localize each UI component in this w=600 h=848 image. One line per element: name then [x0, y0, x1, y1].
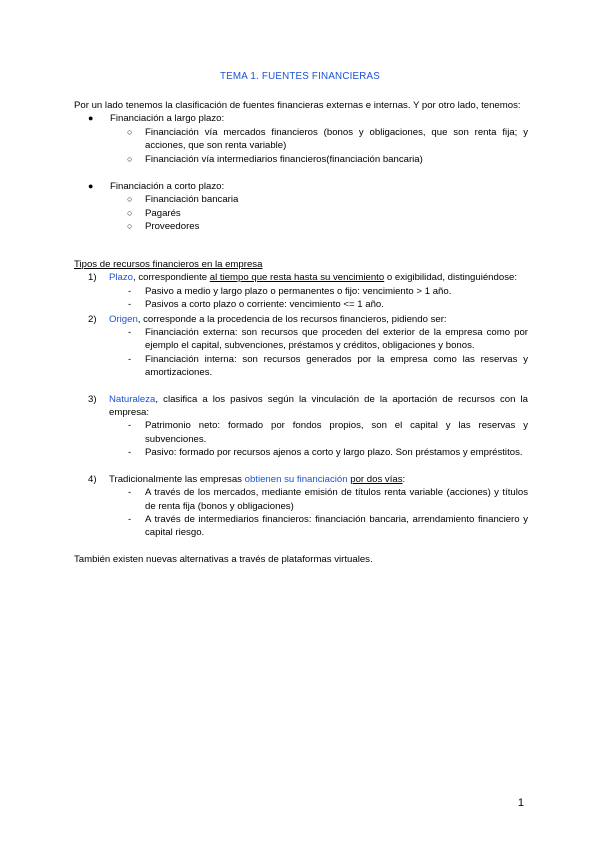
dash-bullet-icon: - [128, 447, 132, 459]
circle-bullet-icon: ○ [127, 207, 133, 218]
sub-item-text: A través de los mercados, mediante emisión de títulos renta variable (acciones) y títulos de renta fija (bonos y obligaciones) [145, 487, 528, 512]
bank-text: Financiación bancaria [145, 194, 239, 206]
sub-item-text: Pasivo a medio y largo plazo o permanentes o fijo: vencimiento > 1 año. [145, 285, 452, 297]
keyword-naturaleza: Naturaleza [109, 393, 156, 405]
list-item-suppliers [74, 220, 528, 233]
classification-section [74, 99, 528, 234]
sub-item [74, 486, 528, 513]
closing-paragraph: También existen nuevas alternativas a través de plataformas virtuales. [74, 553, 373, 565]
number-label: 2) [88, 313, 97, 325]
sub-item [74, 513, 528, 540]
type-item-plazo [74, 271, 528, 284]
circle-bullet-icon: ○ [127, 221, 133, 232]
suppliers-text: Proveedores [145, 221, 200, 233]
list-item-pagares [74, 207, 528, 220]
keyword-origen: Origen [109, 313, 138, 325]
short-term-label: Financiación a corto plazo: [110, 181, 225, 193]
dash-bullet-icon: - [128, 353, 132, 365]
types-section [74, 258, 528, 566]
page-title: TEMA 1. FUENTES FINANCIERAS [220, 71, 380, 82]
sub-item-text: Financiación interna: son recursos generados por la empresa como las reservas y amortizaciones. [145, 353, 528, 379]
dash-bullet-icon: - [128, 420, 132, 432]
circle-bullet-icon: ○ [127, 194, 133, 205]
disc-bullet-icon: ● [88, 113, 94, 124]
number-label: 4) [88, 473, 97, 485]
markets-text: Financiación vía mercados financieros (bonos y obligaciones, que son renta fija; y acciones, que son renta variable) [145, 126, 528, 152]
sub-item [74, 353, 528, 380]
intro-paragraph: Por un lado tenemos la clasificación de fuentes financieras externas e internas. Y por otro lado, tenemos: [74, 100, 521, 111]
list-item-intermediaries [74, 153, 528, 166]
long-term-label: Financiación a largo plazo: [110, 113, 225, 125]
pagares-text: Pagarés [145, 207, 181, 219]
type-text: o exigibilidad, distinguiéndose: [384, 272, 517, 284]
circle-bullet-icon: ○ [127, 126, 133, 137]
sub-item [74, 285, 528, 298]
page-number: 1 [517, 797, 524, 809]
type-item-naturaleza [74, 393, 528, 420]
keyword-financiacion: obtienen su financiación [244, 473, 348, 485]
sub-item [74, 326, 528, 353]
underlined-text: al tiempo que resta hasta su vencimiento [209, 272, 385, 284]
sub-item-text: Patrimonio neto: formado por fondos propios, son el capital y las reservas y subvenciones. [145, 420, 528, 445]
circle-bullet-icon: ○ [127, 153, 133, 164]
list-item-markets [74, 126, 528, 153]
keyword-plazo: Plazo [109, 272, 133, 284]
sub-item-text: Financiación externa: son recursos que proceden del exterior de la empresa como por ejemplo el capital, subvenciones, préstamos y créditos, obligaciones y bonos. [145, 327, 528, 352]
type-text: : [402, 473, 406, 485]
type-item-vias [74, 473, 528, 486]
dash-bullet-icon: - [128, 487, 132, 499]
dash-bullet-icon: - [128, 327, 132, 339]
disc-bullet-icon: ● [88, 181, 94, 192]
type-text: Tradicionalmente las empresas [109, 473, 245, 485]
type-text: , corresponde a la procedencia de los recursos financieros, pidiendo ser: [137, 313, 447, 325]
type-item-origen [74, 313, 528, 326]
sub-item-text: A través de intermediarios financieros: financiación bancaria, arrendamiento financiero y capital riesgo. [145, 513, 528, 539]
list-item-long-term [74, 112, 528, 125]
dash-bullet-icon: - [128, 285, 132, 297]
dash-bullet-icon: - [128, 299, 132, 311]
number-label: 3) [88, 393, 97, 405]
sub-item [74, 298, 528, 311]
number-label: 1) [88, 272, 97, 284]
sub-item [74, 446, 528, 459]
type-text: , clasifica a los pasivos según la vinculación de la aportación de recursos con la empresa: [109, 393, 528, 419]
sub-item-text: Pasivos a corto plazo o corriente: vencimiento <= 1 año. [145, 299, 384, 311]
sub-item-text: Pasivo: formado por recursos ajenos a corto y largo plazo. Son préstamos y empréstitos. [145, 447, 523, 459]
type-text: , correspondiente [133, 272, 210, 284]
types-heading: Tipos de recursos financieros en la empresa [74, 259, 263, 270]
list-item-bank [74, 193, 528, 206]
dash-bullet-icon: - [128, 513, 132, 525]
intermediaries-text: Financiación vía intermediarios financieros(financiación bancaria) [145, 153, 423, 165]
underlined-text: por dos vías [350, 473, 403, 485]
sub-item [74, 419, 528, 446]
list-item-short-term [74, 180, 528, 193]
